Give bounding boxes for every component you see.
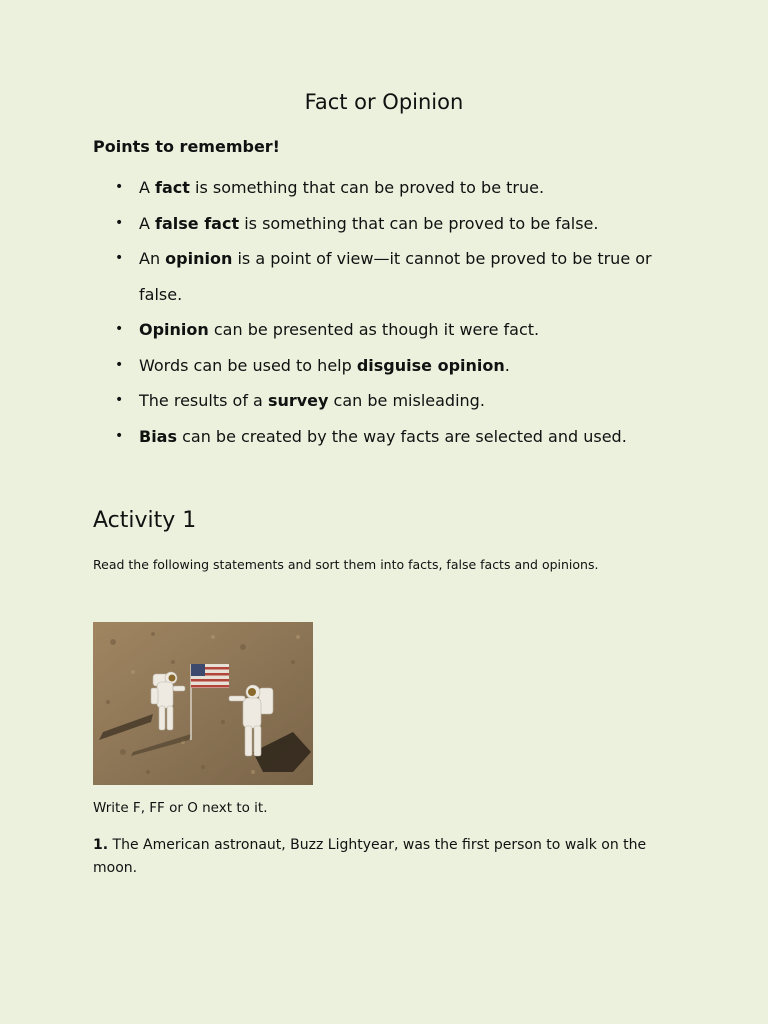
point-keyword: Opinion xyxy=(139,320,209,339)
bullet-icon: • xyxy=(115,356,124,373)
point-keyword: fact xyxy=(155,178,190,197)
question-number: 1. xyxy=(93,837,109,853)
point-text: A xyxy=(139,213,156,233)
bullet-icon: • xyxy=(115,250,124,266)
activity-caption: Write F, FF or O next to it. xyxy=(93,800,268,816)
point-text: can be misleading. xyxy=(328,391,485,410)
list-item xyxy=(93,348,693,384)
bullet-icon: • xyxy=(115,214,124,231)
point-text: is something that can be proved to be false. xyxy=(239,213,599,233)
list-item xyxy=(93,170,693,206)
points-heading: Points to remember! xyxy=(93,137,280,156)
point-text: . xyxy=(504,355,510,375)
moon-landing-photo xyxy=(93,622,313,785)
bullet-icon: • xyxy=(115,392,124,408)
point-text: is something that can be proved to be true. xyxy=(189,178,545,197)
point-text: is a point of view—it cannot be proved to be true or false. xyxy=(139,249,652,304)
point-keyword: survey xyxy=(267,391,329,410)
list-item xyxy=(93,241,693,312)
question-item xyxy=(93,834,683,880)
point-keyword: false fact xyxy=(155,213,240,233)
point-text: Words can be used to help xyxy=(139,355,357,375)
bullet-icon: • xyxy=(115,427,124,444)
page-title: Fact or Opinion xyxy=(304,90,464,114)
points-list xyxy=(93,170,693,454)
point-keyword: opinion xyxy=(165,249,233,268)
point-keyword: disguise opinion xyxy=(356,355,505,375)
list-item xyxy=(93,419,693,455)
point-text: The results of a xyxy=(139,391,268,410)
moon-landing-image xyxy=(93,622,313,785)
activity-heading: Activity 1 xyxy=(93,508,197,533)
point-keyword: Bias xyxy=(139,426,177,446)
point-text: An xyxy=(139,249,166,268)
list-item xyxy=(93,312,693,348)
point-text: A xyxy=(139,178,156,197)
list-item xyxy=(93,383,693,419)
question-text: The American astronaut, Buzz Lightyear, was the first person to walk on the moon. xyxy=(93,837,647,876)
point-text: can be presented as though it were fact. xyxy=(208,320,540,339)
point-text: can be created by the way facts are selected and used. xyxy=(177,426,627,446)
list-item xyxy=(93,206,693,242)
activity-instructions: Read the following statements and sort them into facts, false facts and opinions. xyxy=(93,557,599,572)
bullet-icon: • xyxy=(115,179,124,195)
bullet-icon: • xyxy=(115,321,124,337)
